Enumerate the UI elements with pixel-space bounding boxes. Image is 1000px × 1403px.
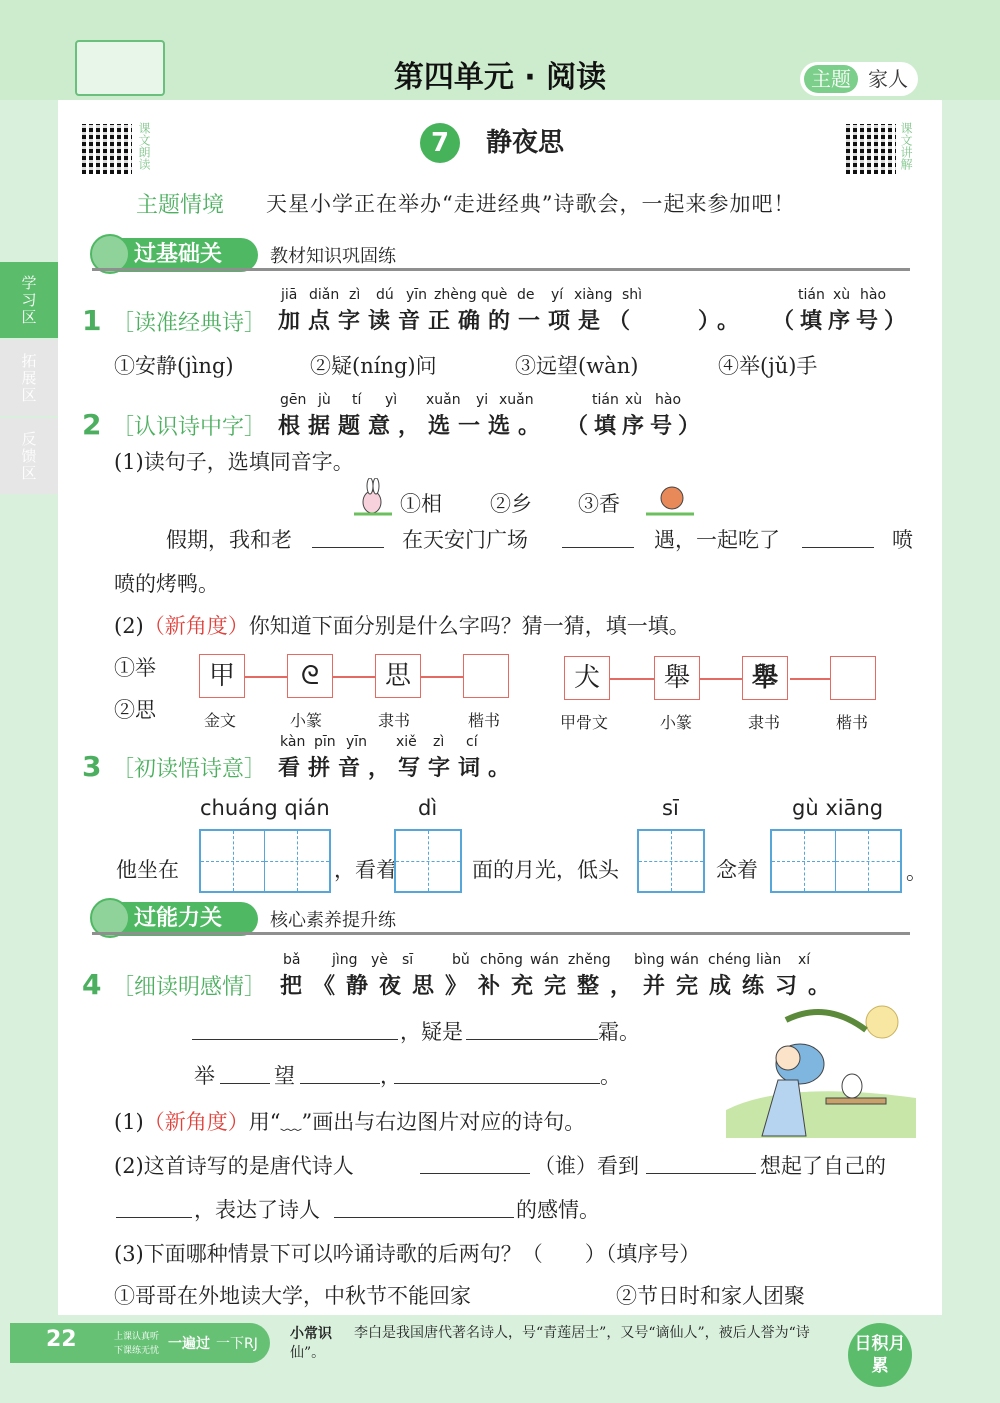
connector-line (333, 676, 375, 678)
question-hint: （填序号） (566, 414, 707, 439)
pinyin: hào (860, 287, 887, 303)
pinyin: yì (385, 392, 398, 408)
connector-line (790, 678, 830, 680)
question-number: 3 (82, 750, 102, 783)
answer-blank[interactable] (394, 1064, 600, 1084)
question-hint: （填序号） (772, 309, 913, 334)
sub-question-2-a: (2)这首诗写的是唐代诗人 (114, 1154, 354, 1178)
lesson-number: 7 (420, 123, 460, 163)
connector-line (421, 676, 463, 678)
pinyin: tián (592, 392, 619, 408)
lesson-title (420, 122, 564, 163)
slogan-line-1: 上课认真听 (114, 1332, 160, 1342)
pinyin: xuǎn (426, 392, 461, 408)
pinyin: xù (625, 392, 643, 408)
pinyin: jù (318, 392, 331, 408)
pinyin: jìng (332, 952, 358, 968)
side-tab-feedback[interactable]: 反馈区 (0, 418, 58, 494)
pinyin: sī (402, 952, 414, 968)
daily-accumulation-badge: 日积月累 (848, 1323, 912, 1387)
section-divider (92, 268, 910, 271)
sentence-part-c: 遇，一起吃了 (654, 528, 780, 552)
page-number-bar (10, 1323, 270, 1363)
pinyin: yi (476, 392, 489, 408)
pinyin: de (517, 287, 535, 303)
sub-question-2-d: ，表达了诗人 (194, 1198, 320, 1222)
pinyin: zì (349, 287, 361, 303)
pinyin: diǎn (309, 287, 340, 303)
script-caption: 楷书 (836, 713, 869, 732)
sub-question-text: 用“﹏”画出与右边图片对应的诗句。 (248, 1110, 586, 1134)
connector-line (610, 678, 654, 680)
answer-blank[interactable] (220, 1064, 270, 1084)
script-caption: 楷书 (468, 711, 501, 730)
pinyin-prompt: dì (418, 796, 438, 820)
script-caption: 甲骨文 (560, 713, 609, 732)
unit-title: 第四单元 · 阅读 (393, 60, 607, 95)
answer-blank[interactable] (334, 1198, 514, 1218)
connector-line (245, 676, 287, 678)
qr-code-icon[interactable] (846, 124, 896, 174)
page-header (0, 0, 1000, 100)
pinyin: tián (798, 287, 825, 303)
scenario-option-1[interactable]: ①哥哥在外地读大学，中秋节不能回家 (114, 1284, 471, 1308)
script-caption: 小篆 (660, 713, 693, 732)
question-text: 把《静夜思》补充完整，并完成练习。 (280, 974, 842, 999)
theme-label: 主题 (804, 65, 858, 93)
section-ability-subtitle: 核心素养提升练 (270, 910, 396, 931)
sub-question-2-c: 想起了自己的 (760, 1154, 886, 1178)
sub-number: (1) (114, 1110, 144, 1134)
answer-blank[interactable] (646, 1154, 756, 1174)
row-label-ju: ①举 (114, 656, 156, 680)
glyph-box: ᘓ (287, 654, 333, 698)
section-basic-subtitle: 教材知识巩固练 (270, 246, 396, 267)
option-1[interactable]: ①安静(jìng) (114, 354, 234, 378)
sentence-part-d: 喷 (892, 528, 913, 552)
theme-tag (800, 62, 918, 96)
pinyin: tí (352, 392, 362, 408)
sub-question-text: 你知道下面分别是什么字吗？猜一猜，填一填。 (248, 614, 690, 638)
poet-moon-illustration-icon (726, 1000, 916, 1138)
glyph-box: 甲 (199, 654, 245, 698)
qr-right-label: 课文讲解 (899, 122, 913, 170)
new-angle-tag: （新角度） (143, 614, 249, 638)
sentence-part-a: 假期，我和老 (166, 528, 292, 552)
pinyin-prompt: gù xiāng (792, 796, 884, 820)
script-caption: 隶书 (748, 713, 781, 732)
poem-text: 举 (194, 1064, 215, 1088)
pinyin: bǔ (452, 952, 470, 968)
option-3[interactable]: ③远望(wàn) (515, 354, 639, 378)
choice-2[interactable]: ②乡 (490, 492, 532, 516)
context-label: 主题情境 (136, 193, 225, 218)
theme-value: 家人 (868, 67, 908, 91)
sentence-text: 面的月光，低头 (472, 858, 619, 882)
question-text: 加点字读音正确的一项是（ ）。 (278, 309, 748, 334)
script-caption: 金文 (204, 711, 237, 730)
answer-blank[interactable] (192, 1020, 398, 1040)
tip-label: 小常识 (290, 1326, 332, 1342)
pinyin: xiàng (574, 287, 613, 303)
side-tab-extend[interactable]: 拓展区 (0, 340, 58, 416)
question-number: 2 (82, 408, 102, 441)
question-number: 1 (82, 304, 102, 337)
sub-question-1 (114, 1106, 585, 1136)
pinyin: dú (376, 287, 394, 303)
sub-question-3: (3)下面哪种情景下可以吟诵诗歌的后两句？（ ）（填序号） (114, 1242, 701, 1266)
sub-question-2-e: 的感情。 (516, 1198, 600, 1222)
pinyin: xù (833, 287, 851, 303)
pinyin: zhèng (434, 287, 477, 303)
pinyin: wán (670, 952, 699, 968)
pinyin: pīn (314, 734, 336, 750)
connector-line (700, 678, 744, 680)
writing-grid[interactable] (770, 829, 902, 893)
section-basic-title: 过基础关 (116, 238, 258, 272)
pinyin: xí (798, 952, 811, 968)
pinyin: yīn (406, 287, 428, 303)
pinyin: yè (371, 952, 388, 968)
pinyin: yí (551, 287, 564, 303)
sentence-text: 念着 (716, 858, 758, 882)
tip-text: 李白是我国唐代著名诗人，号“青莲居士”，又号“谪仙人”，被后人誉为“诗仙”。 (290, 1325, 810, 1361)
poem-text: ， (380, 1064, 401, 1088)
qr-code-icon[interactable] (82, 124, 132, 174)
question-tag: ［初读悟诗意］ (112, 757, 267, 782)
pinyin: gēn (280, 392, 307, 408)
scenario-option-2[interactable]: ②节日时和家人团聚 (616, 1284, 805, 1308)
script-caption: 隶书 (378, 711, 411, 730)
poem-text: 。 (600, 1064, 621, 1088)
question-tag: ［认识诗中字］ (112, 415, 267, 440)
question-tag: ［读准经典诗］ (112, 311, 267, 336)
answer-blank[interactable] (466, 1020, 598, 1040)
answer-blank[interactable] (300, 1064, 380, 1084)
glyph-box: 思 (375, 654, 421, 698)
glyph-box: 舉 (742, 656, 788, 700)
sub-question-2 (114, 610, 690, 640)
option-4[interactable]: ④举(jǔ)手 (718, 354, 818, 378)
sentence-text: 他坐在 (116, 858, 179, 882)
pinyin-prompt: chuáng qián (200, 796, 330, 820)
pinyin: xuǎn (499, 392, 534, 408)
section-divider (92, 932, 910, 935)
pinyin: bǎ (283, 952, 301, 968)
answer-blank[interactable] (116, 1198, 192, 1218)
brand-name: 一遍过 (168, 1336, 210, 1352)
rabbit-illustration-icon (350, 478, 396, 518)
script-caption: 小篆 (290, 711, 323, 730)
pinyin: shì (622, 287, 643, 303)
pinyin: zì (433, 734, 445, 750)
answer-blank[interactable] (420, 1154, 530, 1174)
poem-text: ，疑是 (400, 1020, 463, 1044)
question-text: 看拼音，写字词。 (278, 756, 519, 781)
answer-box[interactable] (830, 656, 876, 700)
choice-1[interactable]: ①相 (400, 492, 442, 516)
grade-edition: 一下RJ (216, 1336, 258, 1352)
pinyin: wán (530, 952, 559, 968)
row-label-si: ②思 (114, 698, 156, 722)
sentence-text: 。 (906, 860, 927, 884)
pinyin: què (481, 287, 508, 303)
sub-number: (2) (114, 614, 144, 638)
choice-3[interactable]: ③香 (578, 492, 620, 516)
answer-blank[interactable] (562, 528, 634, 548)
sentence-text: ，看着 (334, 858, 397, 882)
pinyin-prompt: sī (662, 796, 679, 820)
mascot-illustration-icon (642, 478, 698, 518)
pinyin: cí (466, 734, 478, 750)
answer-blank[interactable] (312, 528, 384, 548)
glyph-box: 舉 (654, 656, 700, 700)
pinyin: bìng (634, 952, 665, 968)
sentence-part-b: 在天安门广场 (402, 528, 528, 552)
side-tab-study[interactable]: 学习区 (0, 262, 58, 338)
writing-grid[interactable] (199, 829, 331, 893)
pinyin: xiě (396, 734, 417, 750)
poem-text: 望 (274, 1064, 295, 1088)
pinyin: kàn (280, 734, 306, 750)
answer-blank[interactable] (802, 528, 874, 548)
pinyin: jiā (281, 287, 298, 303)
new-angle-tag: （新角度） (143, 1110, 249, 1134)
slogan-line-2: 下课练无忧 (114, 1346, 160, 1356)
writing-grid[interactable] (394, 829, 462, 893)
pinyin: hào (655, 392, 682, 408)
pinyin: yīn (346, 734, 368, 750)
context-text: 天星小学正在举办“走进经典”诗歌会，一起来参加吧！ (266, 192, 796, 216)
pinyin: chōng (480, 952, 523, 968)
pinyin: liàn (756, 952, 782, 968)
page-footer (0, 1315, 1000, 1403)
option-2[interactable]: ②疑(níng)问 (310, 354, 437, 378)
section-ability-title: 过能力关 (116, 902, 258, 936)
question-number: 4 (82, 968, 102, 1001)
sub-question-1: (1)读句子，选填同音字。 (114, 450, 354, 474)
pinyin: chéng (708, 952, 751, 968)
question-text: 根据题意，选一选。 (278, 414, 549, 439)
sentence-part-e: 喷的烤鸭。 (114, 572, 219, 596)
glyph-box: 犬 (564, 656, 610, 700)
poem-text: 霜。 (598, 1020, 640, 1044)
qr-left-label: 课文朗读 (137, 122, 151, 170)
page-number: 22 (46, 1327, 77, 1352)
lesson-name: 静夜思 (486, 128, 565, 158)
writing-grid[interactable] (637, 829, 705, 893)
sub-question-2-b: （谁）看到 (534, 1154, 639, 1178)
question-tag: ［细读明感情］ (112, 975, 267, 1000)
answer-box[interactable] (463, 654, 509, 698)
pinyin: zhěng (568, 952, 611, 968)
